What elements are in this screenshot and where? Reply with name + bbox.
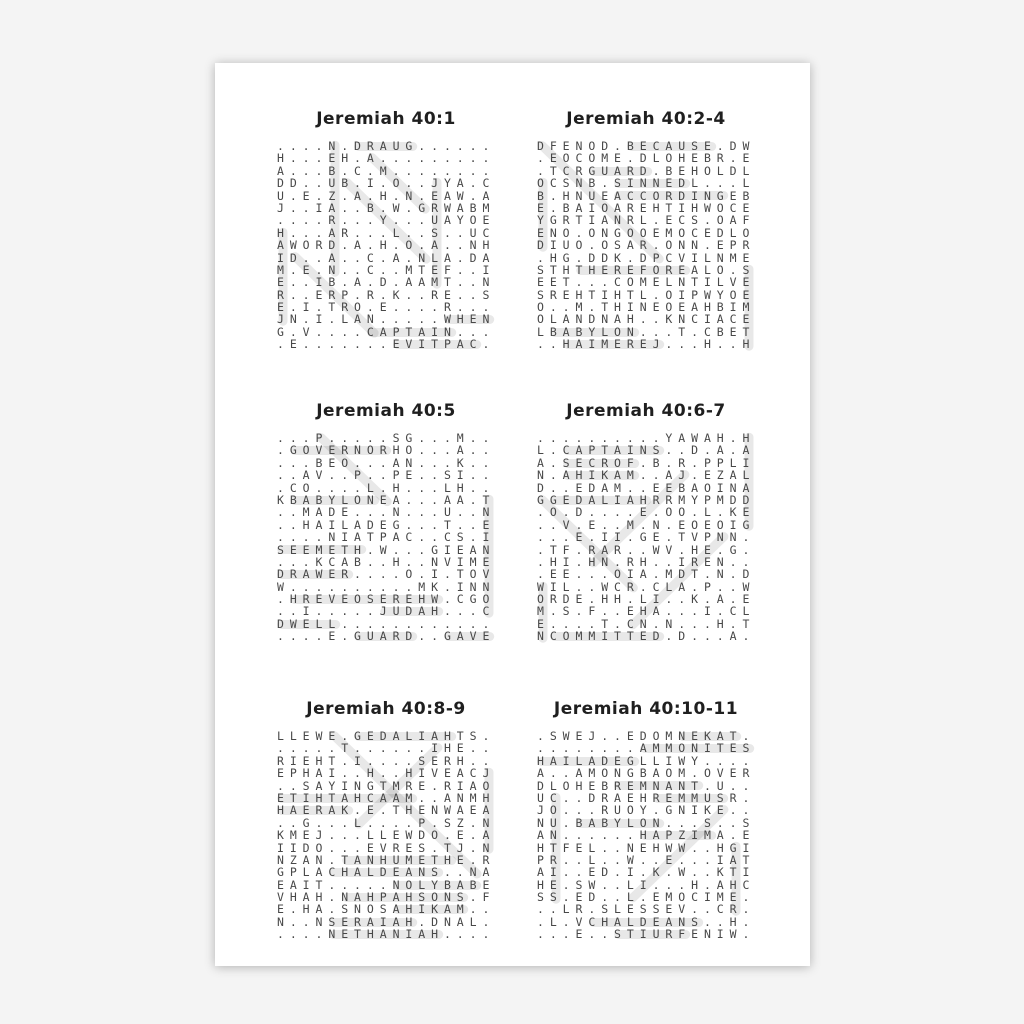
grid-row: OCSNB.SINNEDL...L [537,176,756,191]
grid-row: ....N.DRAUG...... [277,139,496,153]
grid-row: D..EDAM..EEBAOINA [537,480,756,495]
grid-row: .HI.HN.RH..IREN.. [537,554,756,569]
grid-row: E.HA.SNOSAHIKAM.. [277,902,496,917]
grid-row: .L.VCHALDEANS..H. [537,914,756,929]
grid-row: HAERAK.E.THENWAEA [277,803,496,818]
grid-row: W..........MK.INN [277,579,496,594]
grid-row: L.CAPTAINS..D.A.A [537,443,756,458]
puzzle-jeremiah-40-8-9 [277,697,495,941]
grid-row: A...B.C.M........ [277,163,496,178]
grid-row: KBABYLONEA...AA.T [277,492,496,507]
grid-row: M.S.F..EHA...I.CL [537,604,756,619]
puzzle-jeremiah-40-5 [277,399,495,643]
grid-row: LBABYLON...T.CBET [537,324,756,339]
grid-row: PR..L..W..E...IAT [537,852,756,867]
grid-row: ....NETHANIAH.... [277,927,496,942]
grid-row: ..V.E..M.N.EOEOIG [537,517,756,532]
grid-row: N.AHIKAM..AJ.EZAL [537,468,756,483]
grid-row: ..........YAWAH.H [537,431,756,445]
grid-row: ........AMMONITES [537,741,756,756]
grid-row: .GOVERNORHO...A.. [277,443,496,458]
grid-row: DRAWER....O.I.TOV [277,567,496,582]
puzzle-title: Jeremiah 40:8-9 [306,699,466,719]
grid-row: DLOHEBREMNANT.U.. [537,778,756,793]
grid-row: HE.SW..LI...H.AHC [537,877,756,892]
word-search-grid [537,432,755,643]
grid-row: AN......HAPZIMA.E [537,828,756,843]
grid-row: ..SAYINGTMRE.RIAO [277,778,496,793]
grid-row: ENO.ONGOOEMOCEDLO [537,225,756,240]
grid-row: ..LR.SLESSEV..CR. [537,902,756,917]
grid-row: NCOMMITTED.D...A. [537,629,756,644]
grid-row: A..AMONGBAOM.OVER [537,766,756,781]
grid-row: H...EH.A......... [277,151,496,166]
word-search-grid [277,140,495,351]
word-search-grid [277,730,495,941]
grid-row: HTFEL..NEHWW..HGI [537,840,756,855]
grid-row: ...KCAB..H..NVIME [277,554,496,569]
grid-row: ORDE.HH.LI..K.A.E [537,592,756,607]
word-search-grid [277,432,495,643]
grid-row: AI..ED.I.K.W..KTI [537,865,756,880]
grid-row: ...BEO...AN...K.. [277,455,496,470]
grid-row: ..AV..P..PE..SI.. [277,468,496,483]
grid-row: LLEWE.GEDALIAHTS. [277,729,496,743]
grid-row: YGRTIANRL.ECS.OAF [537,213,756,228]
grid-row: DIUO.OSAR.ONN.EPR [537,238,756,253]
grid-row: ....R...Y...UAYOE [277,213,496,228]
grid-row: N..NSERAIAH.DNAL. [277,914,496,929]
grid-row: VHAH.NAHPAHSONS.F [277,890,496,905]
grid-row: JN.I.LAN.....WHEN [277,312,496,327]
grid-row: WIL..WCR.CLA.P..W [537,579,756,594]
grid-row: E.BAIOAREHTIHWOCE [537,200,756,215]
grid-row: H...AR...L..S..UC [277,225,496,240]
grid-row: .HREVEOSEREHW.CGO [277,592,496,607]
grid-row: EAIT.....NOLYBABE [277,877,496,892]
grid-row: .....T......IHE.. [277,741,496,756]
grid-row: O..M.THINEOEAHBIM [537,300,756,315]
grid-row: E....T.CN.N...H.T [537,616,756,631]
grid-row: ID..A..C.A.NLA.DA [277,250,496,265]
grid-row: DD..UB.I.O..JYA.C [277,176,496,191]
word-search-grid [537,140,755,351]
grid-row: .EE...OIA.MDT.N.D [537,567,756,582]
grid-row: R..ERP.R.K..RE..S [277,287,496,302]
grid-row: AWORD.A.H.O.A..NH [277,238,496,253]
grid-row: ..HAIMEREJ...H..H [537,337,756,352]
grid-row: .EOCOME.DLOHEBR.E [537,151,756,166]
grid-row: EET...COMELNTILVE [537,275,756,290]
grid-row: ..I.....JUDAH...C [277,604,496,619]
grid-row: IIDO...EVRES.TJ.N [277,840,496,855]
grid-row: ....NIATPAC..CS.I [277,530,496,545]
puzzle-title: Jeremiah 40:6-7 [566,401,726,421]
grid-row: KMEJ...LLEWDO.E.A [277,828,496,843]
grid-row: .O.D....E.OO.L.KE [537,505,756,520]
grid-row: NU.BABYLON...S..S [537,815,756,830]
grid-row: M.E.N..C..MTEF..I [277,262,496,277]
grid-row: ...P.....SG...M.. [277,431,496,445]
grid-row: E.I.TRO.E....R... [277,300,496,315]
grid-row: .CO....L.H...LH.. [277,480,496,495]
grid-row: SS.ED..L.EMOCIME. [537,890,756,905]
grid-row: NZAN.TANHUMETHE.R [277,852,496,867]
grid-row: E..IB.A.D.AAMT..N [277,275,496,290]
grid-row: SEEMETH.W...GIEAN [277,542,496,557]
grid-row: .TF.RAR..WV.HE.G. [537,542,756,557]
grid-row: UC..DRAEHREMMUSR. [537,790,756,805]
grid-row: OLANDNAH..KNCIACE [537,312,756,327]
grid-row: .E.......EVITPAC. [277,337,496,352]
grid-row: ..HAILADEG...T..E [277,517,496,532]
grid-row: ...E..STIURFENIW. [537,927,756,942]
grid-row: B.HNUEACCORDINGEB [537,188,756,203]
word-search-grid [537,730,755,941]
grid-row: .HG.DDK.DPCVILNME [537,250,756,265]
grid-row: DWELL............ [277,616,496,631]
grid-row: SREHTIHTL.OIPWYOE [537,287,756,302]
grid-row: STHTHEREFOREALO.S [537,262,756,277]
puzzle-jeremiah-40-6-7 [537,399,755,643]
grid-row: U.E.Z.A.H.N.EAW.A [277,188,496,203]
puzzle-title: Jeremiah 40:2-4 [566,109,726,129]
grid-row: DFENOD.BECAUSE.DW [537,139,756,153]
grid-row: GGEDALIAHRRMYPMDD [537,492,756,507]
grid-row: A.SECROF.B.R.PPLI [537,455,756,470]
grid-row: RIEHT.I....SERH.. [277,753,496,768]
grid-row: G.V....CAPTAIN... [277,324,496,339]
puzzle-title: Jeremiah 40:10-11 [553,699,739,719]
grid-row: GPLACHALDEANS..NA [277,865,496,880]
grid-row: ..G...L....P.SZ.N [277,815,496,830]
grid-row: ETIHTAHCAAM..ANMH [277,790,496,805]
grid-row: EPHAI..H..HIVEACJ [277,766,496,781]
puzzle-title: Jeremiah 40:5 [316,401,456,421]
printable-puzzle-sheet [215,63,810,966]
puzzle-jeremiah-40-10-11 [537,697,755,941]
grid-row: JO...RUOY.GNIKE.. [537,803,756,818]
puzzle-jeremiah-40-2-4 [537,107,755,351]
puzzle-jeremiah-40-1 [277,107,495,351]
grid-row: ..MADE...N...U..N [277,505,496,520]
grid-row: .SWEJ..EDOMNEKAT. [537,729,756,743]
grid-row: J..IA..B.W.GRWABM [277,200,496,215]
grid-row: .TCRGUARD.BEHOLDL [537,163,756,178]
grid-row: HAILADEGLLIWY.... [537,753,756,768]
grid-row: ...E.II.GE.TVPNN. [537,530,756,545]
puzzle-title: Jeremiah 40:1 [316,109,456,129]
grid-row: ....E.GUARD..GAVE [277,629,496,644]
